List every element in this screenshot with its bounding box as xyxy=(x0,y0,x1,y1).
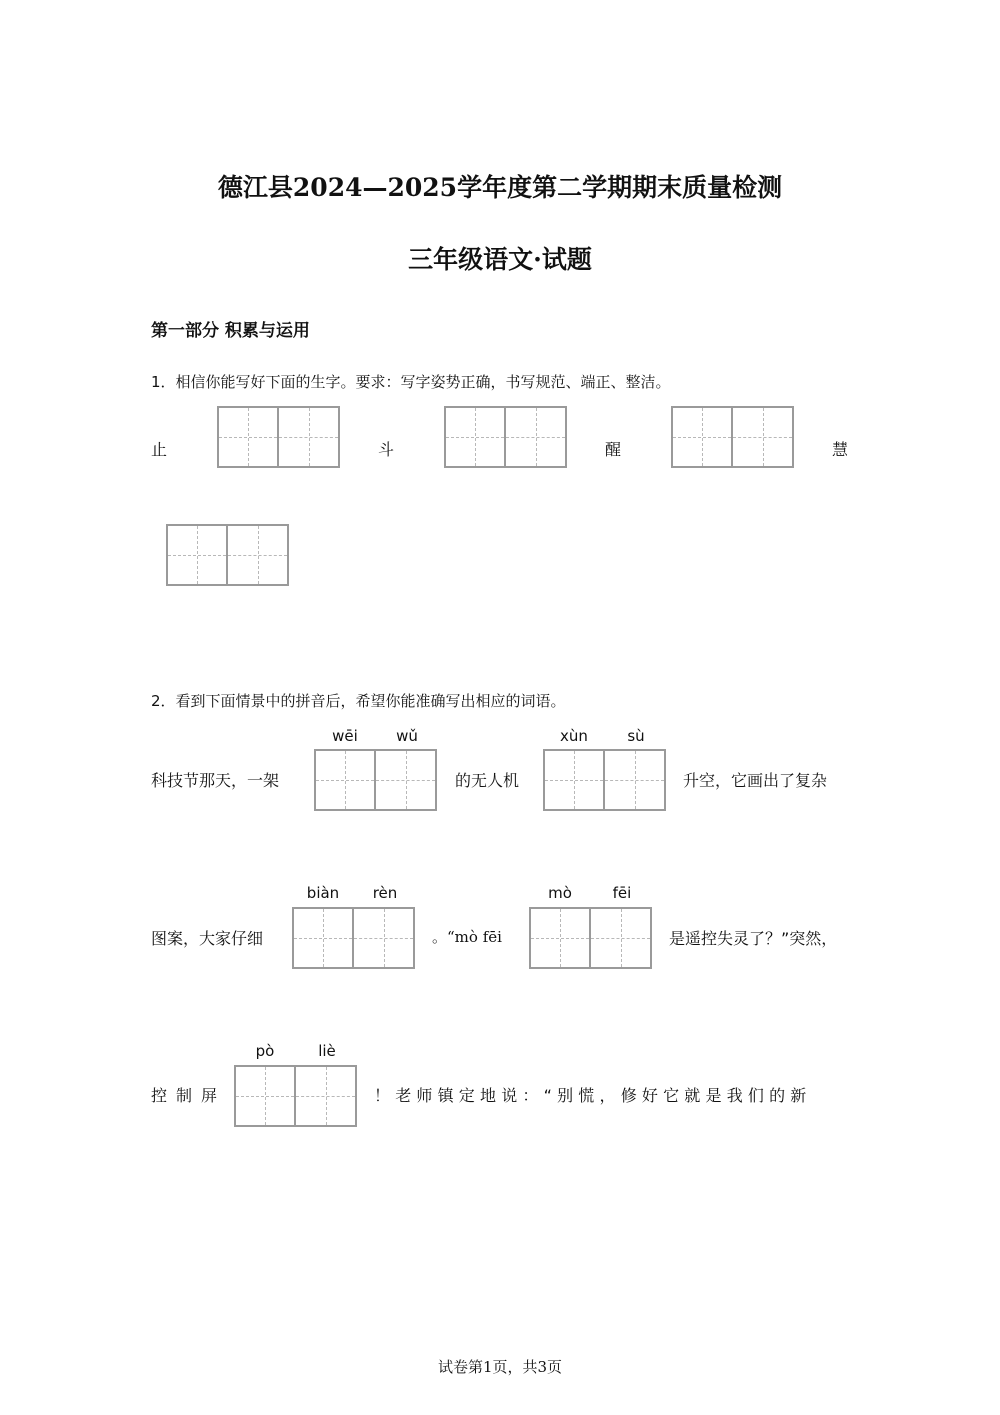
pinyin-label: wǔ xyxy=(396,727,418,745)
pinyin-label: wēi xyxy=(332,727,358,745)
pinyin-label: xùn xyxy=(560,727,588,745)
sentence-text: ！老师镇定地说：“别慌，修好它就是我们的新 xyxy=(374,1086,812,1105)
answer-grid[interactable] xyxy=(314,749,437,811)
answer-grid[interactable] xyxy=(234,1065,357,1127)
grid-cell[interactable] xyxy=(733,406,794,468)
question-1-prompt: 1．相信你能写好下面的生字。要求：写字姿势正确，书写规范、端正、整洁。 xyxy=(151,373,671,391)
sentence-text: 控制屏 xyxy=(151,1086,227,1105)
pinyin-label: mò xyxy=(548,884,572,902)
section-heading: 第一部分 积累与运用 xyxy=(151,321,310,341)
pinyin-label: sù xyxy=(627,727,645,745)
writing-grid[interactable] xyxy=(217,406,340,468)
grid-cell[interactable] xyxy=(296,1065,357,1127)
answer-grid[interactable] xyxy=(543,749,666,811)
pinyin-label: biàn xyxy=(306,884,340,902)
sentence-text: 科技节那天，一架 xyxy=(151,771,280,790)
sentence-text: 的无人机 xyxy=(455,771,520,790)
writing-grid[interactable] xyxy=(671,406,794,468)
grid-cell[interactable] xyxy=(376,749,437,811)
writing-grid[interactable] xyxy=(444,406,567,468)
answer-grid[interactable] xyxy=(292,907,415,969)
grid-cell[interactable] xyxy=(354,907,415,969)
page-number: 试卷第1页，共3页 xyxy=(437,1358,563,1376)
char-label: 慧 xyxy=(832,440,849,459)
grid-cell[interactable] xyxy=(228,524,289,586)
grid-cell[interactable] xyxy=(314,749,376,811)
grid-cell[interactable] xyxy=(166,524,228,586)
grid-cell[interactable] xyxy=(543,749,605,811)
pinyin-label: rèn xyxy=(372,884,398,902)
char-label: 斗 xyxy=(378,440,395,459)
grid-cell[interactable] xyxy=(279,406,340,468)
sentence-text: 图案，大家仔细 xyxy=(151,929,264,948)
grid-cell[interactable] xyxy=(234,1065,296,1127)
sentence-text: 是遥控失灵了？”突然， xyxy=(669,929,838,948)
pinyin-label: pò xyxy=(255,1042,275,1060)
grid-cell[interactable] xyxy=(444,406,506,468)
grid-cell[interactable] xyxy=(605,749,666,811)
exam-subtitle: 三年级语文·试题 xyxy=(408,245,592,274)
char-label: 醒 xyxy=(605,440,622,459)
sentence-text: 升空，它画出了复杂 xyxy=(683,771,828,790)
grid-cell[interactable] xyxy=(591,907,652,969)
answer-grid[interactable] xyxy=(529,907,652,969)
grid-cell[interactable] xyxy=(292,907,354,969)
char-label: 止 xyxy=(151,440,168,459)
sentence-text: 。“mò fēi xyxy=(432,928,502,946)
question-2-prompt: 2．看到下面情景中的拼音后，希望你能准确写出相应的词语。 xyxy=(151,692,566,710)
pinyin-label: fēi xyxy=(612,884,632,902)
grid-cell[interactable] xyxy=(217,406,279,468)
exam-title: 德江县2024—2025学年度第二学期期末质量检测 xyxy=(217,173,783,202)
writing-grid[interactable] xyxy=(166,524,289,586)
pinyin-label: liè xyxy=(318,1042,336,1060)
grid-cell[interactable] xyxy=(529,907,591,969)
grid-cell[interactable] xyxy=(506,406,567,468)
grid-cell[interactable] xyxy=(671,406,733,468)
